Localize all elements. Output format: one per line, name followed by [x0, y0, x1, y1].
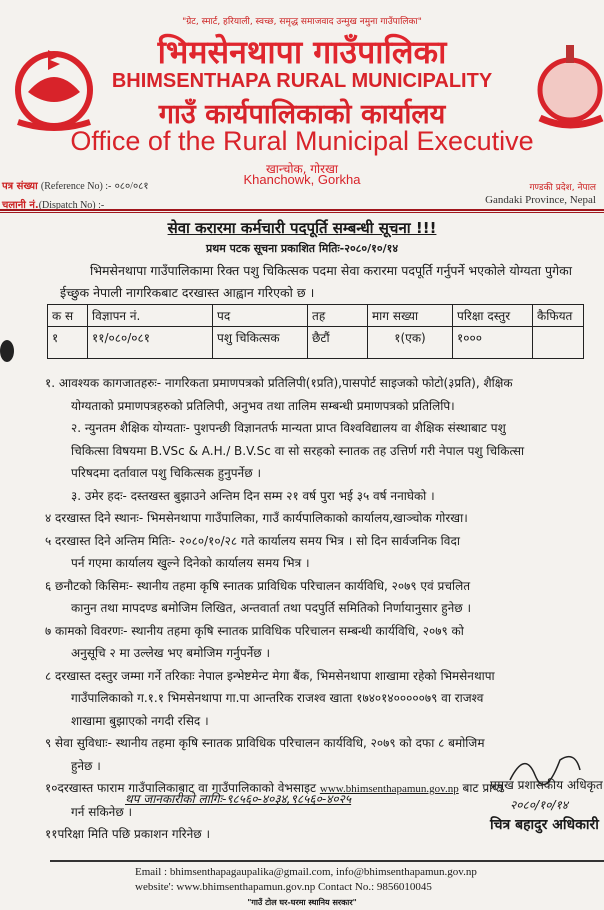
list-item: गर्न सकिनेछ ।: [71, 804, 133, 819]
col-fee: परिक्षा दस्तुर: [453, 305, 533, 327]
table-row: [48, 327, 584, 359]
table-header-row: [48, 305, 584, 327]
list-item: ३. उमेर हदः- दस्तखस्त बुझाउने अन्तिम दिन सम्म २१ वर्ष पुरा भई ३५ वर्ष ननाघेको ।: [71, 488, 435, 503]
punch-hole: [0, 340, 14, 362]
header-divider: [0, 209, 604, 213]
more-info-contact: थप जानकारीको लागिः-९८५६०-४०३४,९८५६०-४०२५: [125, 792, 352, 806]
province-nepali: गण्डकी प्रदेश, नेपाल: [529, 183, 596, 193]
signature-block: [490, 775, 603, 835]
website-link[interactable]: www.bhimsenthapamun.gov.np: [319, 783, 459, 795]
motto: "ग्रेट, स्मार्ट, हरियाली, स्वच्छ, समृद्ध समाजवाद उन्मुख नमुना गाउँपालिका": [182, 17, 422, 27]
list-item: योग्यताको प्रमाणपत्रहरुको प्रतिलिपी, अनुभव तथा तालिम सम्बन्धी प्रमाणपत्रको प्रतिलिपि।: [71, 398, 455, 413]
office-nepali: गाउँ कार्यपालिकाको कार्यालय: [158, 99, 446, 130]
list-item: ८ दरखास्त दस्तुर जम्मा गर्ने तरिकाः नेपाल इन्भेष्टमेन्ट मेगा बैंक, भिमसेनथापा शाखामा रहेको भिमसेनथापा: [45, 668, 495, 683]
list-item: हुनेछ ।: [71, 758, 101, 773]
list-item: १. आवश्यक कागजातहरुः- नागरिकता प्रमाणपत्रको प्रतिलिपी(१प्रति),पासपोर्ट साइजको फोटो(३प्रति), शैक्षिक: [45, 376, 513, 390]
signatory-name: चित्र बहादुर अधिकारी: [490, 817, 599, 833]
title-english: BHIMSENTHAPA RURAL MUNICIPALITY: [111, 70, 493, 92]
footer-website: website': www.bhimsenthapamun.gov.np Contact No.: 9856010045: [135, 881, 432, 893]
list-item: ४ दरखास्त दिने स्थानः- भिमसेनथापा गाउँपालिका, गाउँ कार्यपालिकाको कार्यालय,खाञ्चोक गोरखा।: [45, 511, 468, 525]
footer-divider: [50, 860, 604, 862]
footer-email: Email : bhimsenthapagaupalika@gmail.com, info@bhimsenthapamun.gov.np: [135, 866, 477, 878]
list-item: ९ सेवा सुविधाः- स्थानीय तहमा कृषि स्नातक प्राविधिक परिचालन कार्यविधि, २०७९ को दफा ८ बमोजिम: [45, 736, 485, 750]
col-remarks: कैफियत: [533, 305, 584, 327]
cell: पशु चिकित्सक: [213, 327, 308, 359]
list-item: अनुसूचि २ मा उल्लेख भए बमोजिम गर्नुपर्नेछ ।: [71, 646, 271, 660]
cell: ११/०८०/०८१: [88, 327, 213, 359]
cell: १०००: [453, 327, 533, 359]
vacancy-table: [47, 304, 584, 359]
published-date: प्रथम पटक सूचना प्रकाशित मितिः-२०८०/१०/१४: [205, 242, 399, 255]
list-item: ७ कामको विवरणः- स्थानीय तहमा कृषि स्नातक प्राविधिक परिचालन सम्बन्धी कार्यविधि, २०७९ को: [45, 623, 464, 638]
list-item: परिषदमा दर्तावाल पशु चिकित्सक हुनुपर्नेछ ।: [71, 466, 261, 480]
col-sn: क स: [48, 305, 88, 327]
title-nepali: भिमसेनथापा गाउँपालिका: [157, 33, 447, 71]
list-item: पर्न गएमा कार्यालय खुल्ने दिनेको कार्यालय समय भित्र ।: [71, 556, 310, 570]
office-english: Office of the Rural Municipal Executive: [70, 126, 534, 156]
cell: १(एक): [368, 327, 453, 359]
cell: १: [48, 327, 88, 359]
cell: छैटौं: [308, 327, 368, 359]
dispatch-number: चलानी नं.(Dispatch No) :-: [2, 200, 105, 211]
signature-date: २०८०/१०/१४: [510, 798, 569, 812]
reference-number: पत्र संख्या (Reference No) :- ०८०/०८१: [2, 181, 149, 192]
list-item: शाखामा बुझाएको नगदी रसिद ।: [71, 713, 209, 728]
col-post: पद: [213, 305, 308, 327]
list-item: २. न्युनतम शैक्षिक योग्यताः- पुशपन्छी विज्ञानतर्फ मान्यता प्राप्त विश्वविद्यालय वा शैक्षिक संस्थाबाट पशु: [71, 421, 506, 435]
col-level: तह: [308, 305, 368, 327]
list-item: १०दरखास्त फाराम गाउँपालिकाबाट वा गाउँपालिकाको वेभसाइट www.bhimsenthapamun.gov.np बाट प्राप्त: [45, 781, 503, 795]
notice-title: सेवा करारमा कर्मचारी पदपूर्ति सम्बन्धी सूचना !!!: [167, 219, 437, 237]
signatory-designation: प्रमुख प्रशासकीय अधिकृत: [490, 778, 603, 792]
col-ad-no: विज्ञापन नं.: [88, 305, 213, 327]
list-item: ११परिक्षा मिति पछि प्रकाशन गरिनेछ ।: [45, 827, 211, 841]
list-item: चिकित्सा विषयमा B.VSc & A.H./ B.V.Sc वा सो सरहको स्नातक तह उत्तिर्ण गरी नेपाल पशु चिकित्सा: [71, 443, 525, 458]
list-item: कानुन तथा मापदण्ड बमोजिम लिखित, अन्तवार्ता तथा पदपुर्ति समितिको निर्णायानुसार हुनेछ ।: [71, 601, 472, 615]
address-nepali: खान्चोक, गोरखा: [265, 162, 338, 176]
list-item: ६ छनौटको किसिमः- स्थानीय तहमा कृषि स्नातक प्राविधिक परिचालन कार्यविधि, २०७९ एवं प्रचलित: [45, 578, 471, 593]
cell: [533, 327, 584, 359]
province-english: Gandaki Province, Nepal: [485, 194, 596, 206]
list-item: ५ दरखास्त दिने अन्तिम मितिः- २०८०/१०/२८ गते कार्यालय समय भित्र । सो दिन सार्वजनिक विदा: [45, 533, 460, 548]
list-item: गाउँपालिकाको ग.१.१ भिमसेनथापा गा.पा आन्तरिक राजश्व खाता १७४०१४०००००७९ वा राजश्व: [71, 691, 484, 705]
footer-slogan: "गाउँ टोल घर-घरमा स्थानिय सरकार": [247, 898, 357, 907]
address-english: Khanchowk, Gorkha: [243, 172, 361, 187]
col-demand: माग सख्या: [368, 305, 453, 327]
notice-intro: भिमसेनथापा गाउँपालिकामा रिक्त पशु चिकित्सक पदमा सेवा करारमा पदपूर्ति गर्नुपर्ने भएकोले योग्यता पुगेका ईच्छुक नेपाली नागरिकबाट दरखास्त आह्वान गरिएको छ ।: [60, 263, 572, 300]
